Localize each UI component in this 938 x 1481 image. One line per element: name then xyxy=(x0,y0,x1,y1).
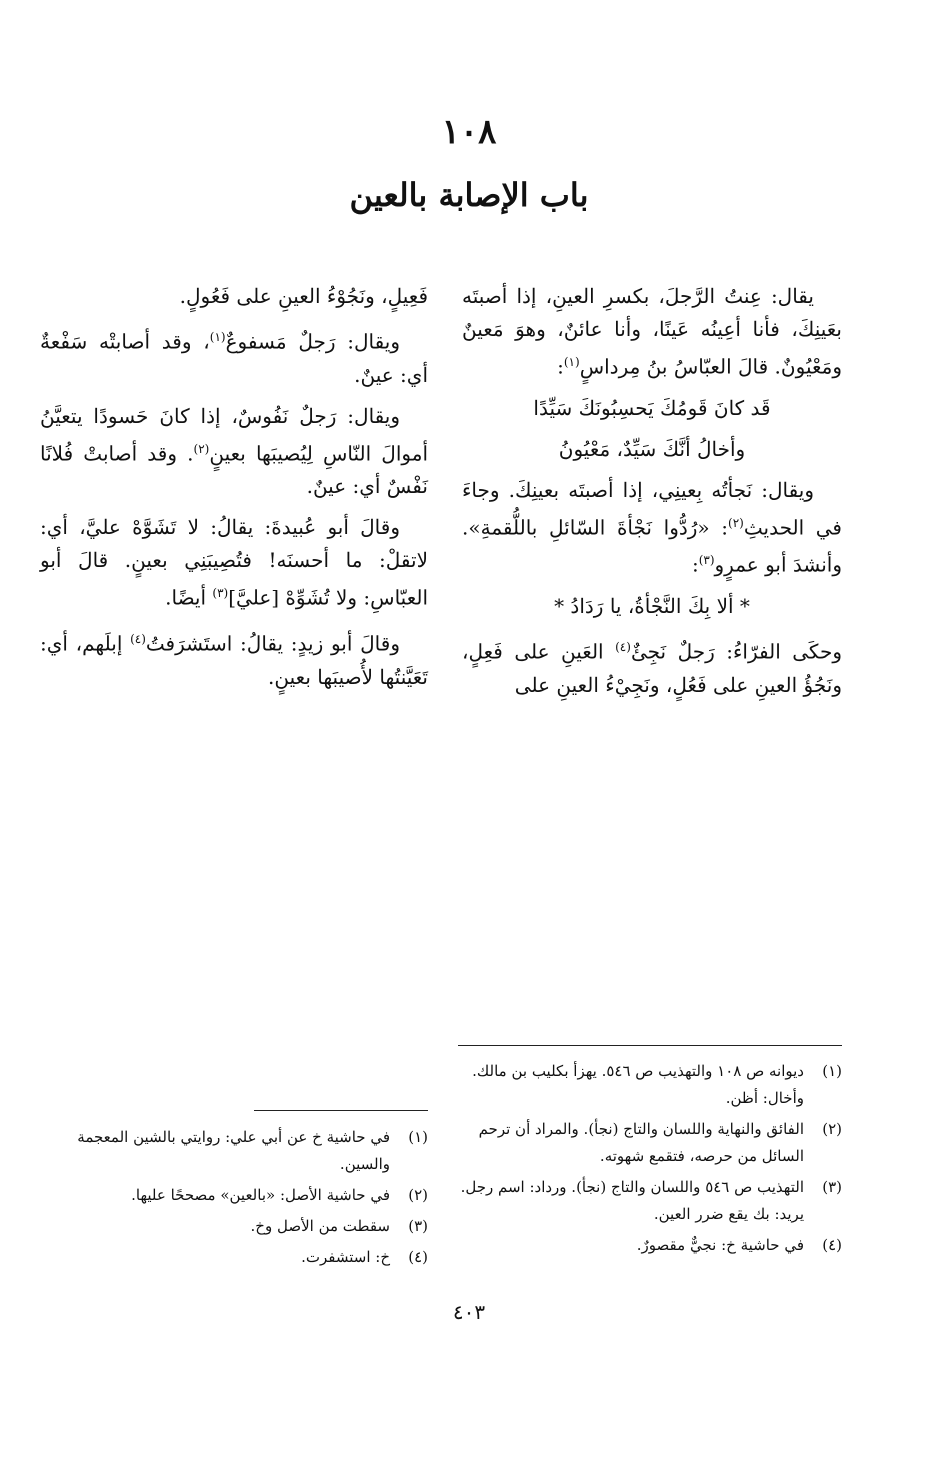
footnote-text: التهذيب ص ٥٤٦ واللسان والتاج (نجأ). ورداد: اسم رجل. يريد: بك يقع ضرر العين. xyxy=(460,1178,804,1223)
footnote-number: (١) xyxy=(822,1062,842,1080)
footnote-marker: (٤) xyxy=(130,631,146,646)
footnotes-right xyxy=(458,1058,842,1263)
verse-line: قَد كانَ قَومُكَ يَحسِبُونَكَ سَيِّدًا xyxy=(533,395,771,420)
footnote-text: سقطت من الأصل وخ. xyxy=(250,1217,390,1235)
footnote-divider xyxy=(458,1045,842,1046)
footnote-number: (٣) xyxy=(408,1217,428,1235)
footnote-item xyxy=(40,1213,428,1240)
verse-line: * ألا بِكَ النَّجْأةُ، يا رَدَادُ * xyxy=(554,593,750,618)
footnote-text: ديوانه ص ١٠٨ والتهذيب ص ٥٤٦. يهزأ بكليب بن مالك. وأخال: أظن. xyxy=(472,1062,804,1107)
paragraph: فَعِيلٍ، ونَجُوْءُ العينِ على فَعُولٍ. xyxy=(179,284,428,308)
paragraph-text: ، وقد أصابتْه سَفْعةٌ أي: عينٌ. xyxy=(40,329,428,387)
paragraph-text: : «رُدُّوا نَجْأةَ السّائلِ باللُّقمةِ». وأنشدَ أبو عمرٍو xyxy=(462,515,842,577)
page-number: ٤٠٣ xyxy=(452,1300,486,1324)
footnote-item xyxy=(458,1116,842,1170)
paragraph-text: : xyxy=(557,354,564,379)
paragraph xyxy=(40,321,428,392)
footnote-marker: (٢) xyxy=(728,515,744,530)
verse-line: وأخالُ أنَّكَ سَيِّدٌ، مَعْيُونُ xyxy=(558,436,746,461)
paragraph-text: . وقد أصابتْ فُلانًا نَفْسٌ أي: عينٌ. xyxy=(40,441,428,499)
paragraph-text: إبلَهم، أي: تَعَيَّنتُها لأُصيبَها بعينٍ. xyxy=(40,631,428,689)
footnote-number: (٤) xyxy=(822,1236,842,1254)
footnote-text: في حاشية خ: نجيٌّ مقصورٌ. xyxy=(636,1236,804,1254)
paragraph-text: وحكَى الفرّاءُ: رَجلٌ نَجِئٌ xyxy=(630,639,842,664)
footnote-number: (٤) xyxy=(408,1248,428,1266)
right-text-column xyxy=(462,280,842,710)
paragraph xyxy=(40,400,428,504)
paragraph-text: يقال: عِنتُ الرَّجلَ، بكسرِ العينِ، إذا أصبتَه بعَينِكَ، فأنا أعِينُه عَينًا، وأنا عائنٌ، وهوَ مَعينٌ ومَعْيُونٌ. قالَ العبّاسُ بنُ مِرداسٍ xyxy=(462,284,842,379)
footnote-item xyxy=(458,1232,842,1259)
footnote-text: الفائق والنهاية واللسان والتاج (نجأ). والمراد أن ترحم السائل من حرصه، فتقمع شهوته. xyxy=(478,1120,804,1165)
footnote-number: (٢) xyxy=(822,1120,842,1138)
footnote-item xyxy=(40,1244,428,1271)
footnote-marker: (١) xyxy=(209,330,226,344)
chapter-title: باب الإصابة بالعين xyxy=(349,176,589,214)
footnote-marker: (٢) xyxy=(193,441,210,456)
paragraph xyxy=(462,280,842,384)
footnote-item xyxy=(458,1058,842,1112)
footnote-item xyxy=(40,1182,428,1209)
footnote-number: (١) xyxy=(408,1128,428,1146)
footnote-text: في حاشية خ عن أبي علي: روايتي بالشين المعجمة والسين. xyxy=(77,1128,390,1173)
footnote-marker: (١) xyxy=(563,355,580,369)
footnote-marker: (٣) xyxy=(698,553,715,568)
paragraph-text: ويقال: نَجأتُه بِعينِي، إذا أصبتَه بعينِكَ. وجاءَ في الحديثِ xyxy=(462,477,842,540)
footnote-number: (٢) xyxy=(408,1186,428,1204)
footnotes-left xyxy=(40,1124,428,1275)
footnote-item xyxy=(40,1124,428,1178)
footnote-divider xyxy=(254,1110,428,1111)
chapter-number: ١٠٨ xyxy=(441,112,497,152)
paragraph-text: وقالَ أبو زيدٍ: يقالُ: استَشرَفتُ xyxy=(145,631,400,656)
footnote-marker: (٣) xyxy=(212,586,229,601)
paragraph xyxy=(40,623,428,694)
left-text-column xyxy=(40,280,428,702)
paragraph-text: : xyxy=(691,552,699,577)
paragraph xyxy=(462,631,842,702)
paragraph-text: ويقال: رَجلٌ نَفُوسٌ، إذا كانَ حَسودًا يتعيَّنُ أموالَ النّاسِ لِيُصيبَها بعينٍ xyxy=(40,403,428,466)
footnote-item xyxy=(458,1174,842,1228)
paragraph xyxy=(462,474,842,582)
paragraph-text: ويقال: رَجلٌ مَسفوعٌ xyxy=(225,329,400,354)
footnote-marker: (٤) xyxy=(615,639,631,654)
footnote-text: في حاشية الأصل: «بالعين» مصححًا عليها. xyxy=(131,1186,390,1204)
paragraph-text: وقالَ أبو عُبيدةَ: يقالُ: لا تَشَوَّهْ عليَّ، أي: لاتقلْ: ما أحسنَه! فتُصِيبَنِي بعينٍ. قالَ أبو العبّاسِ: ولا تُشَوِّهْ [عليَّ] xyxy=(40,515,428,610)
footnote-text: خ: استشفرت. xyxy=(301,1248,390,1266)
footnote-number: (٣) xyxy=(822,1178,842,1196)
paragraph-text: العَينِ على فَعِلٍ، ونَجُؤُ العينِ على فَعُلٍ، ونَجِيْءُ العينِ على xyxy=(462,639,842,697)
paragraph xyxy=(40,511,428,615)
paragraph-text: أيضًا. xyxy=(165,585,213,610)
